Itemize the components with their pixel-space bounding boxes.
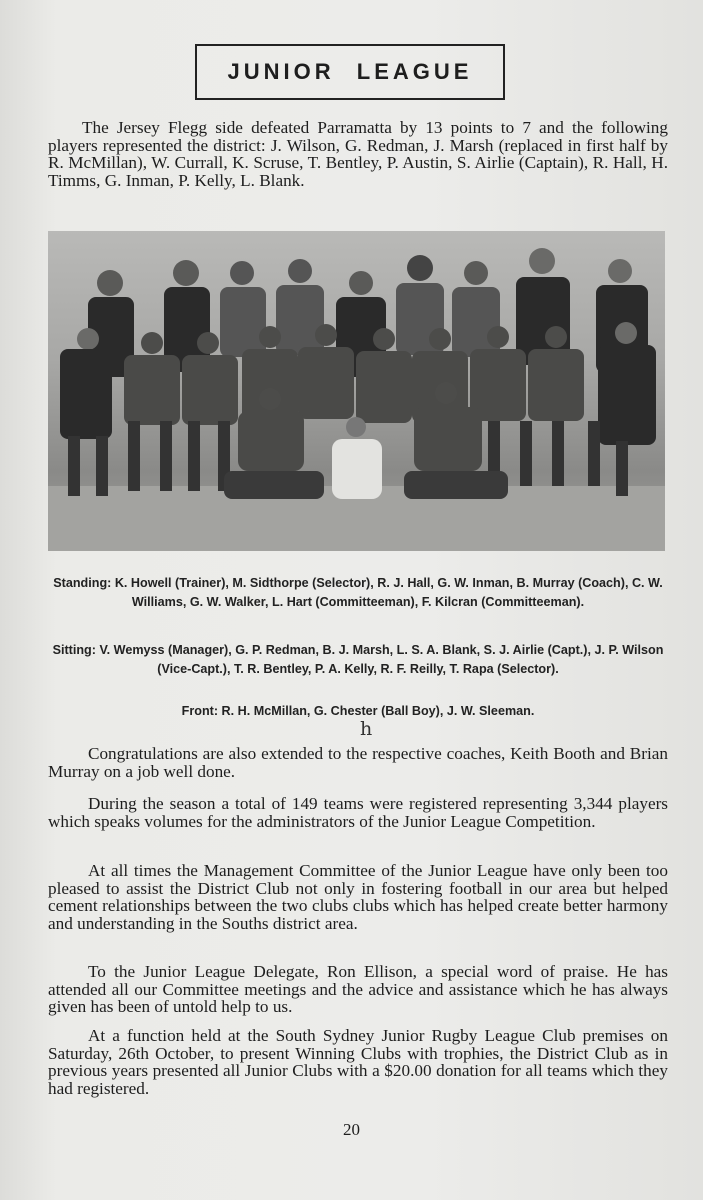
paragraph-function: At a function held at the South Sydney Junior Rugby League Club premises on Saturday, 26th October, to present Winning Clubs with trophies, the District Club as in previous years presented all Junior Clubs with a $20.00 donation for all teams which they had registered.	[48, 1026, 668, 1098]
paragraph-congratulations: Congratulations are also extended to the respective coaches, Keith Booth and Brian Murray on a job well done.	[48, 744, 668, 781]
caption-sitting: Sitting: V. Wemyss (Manager), G. P. Redman, B. J. Marsh, L. S. A. Blank, S. J. Airlie (Capt.), J. P. Wilson (Vice-Capt.), T. R. Bentley, P. A. Kelly, R. F. Reilly, T. Rapa (Selector).	[52, 643, 664, 676]
caption-standing: Standing: K. Howell (Trainer), M. Sidthorpe (Selector), R. J. Hall, G. W. Inman, B. Murray (Coach), C. W. Williams, G. W. Walker, L. Hart (Committeeman), F. Kilcran (Committeeman).	[53, 576, 663, 609]
paragraph-management-committee: At all times the Management Committee of the Junior League have only been too pleased to assist the District Club not only in fostering football in our area but helped cement relationships between the two clubs clubs which has helped create better harmony and understanding in the Souths district area.	[48, 861, 668, 933]
intro-paragraph: The Jersey Flegg side defeated Parramatta by 13 points to 7 and the following players represented the district: J. Wilson, G. Redman, J. Marsh (replaced in first half by R. McMillan), W. Currall, K. Scruse, T. Bentley, P. Austin, S. Airlie (Captain), R. Hall, H. Timms, G. Inman, P. Kelly, L. Blank.	[48, 118, 668, 190]
caption-front: Front: R. H. McMillan, G. Chester (Ball Boy), J. W. Sleeman.	[181, 704, 535, 718]
page-number: 20	[343, 1120, 360, 1139]
page-title: JUNIOR LEAGUE	[227, 59, 473, 84]
paragraph-delegate: To the Junior League Delegate, Ron Ellison, a special word of praise. He has attended all our Committee meetings and the advice and assistance which he has always given has been of untold help to us.	[48, 962, 668, 1016]
paragraph-season-teams: During the season a total of 149 teams were registered representing 3,344 players which speaks volumes for the administrators of the Junior League Competition.	[48, 794, 668, 831]
team-photo	[48, 231, 665, 551]
page-title-box	[195, 44, 505, 100]
handwritten-correction: h	[360, 718, 373, 740]
